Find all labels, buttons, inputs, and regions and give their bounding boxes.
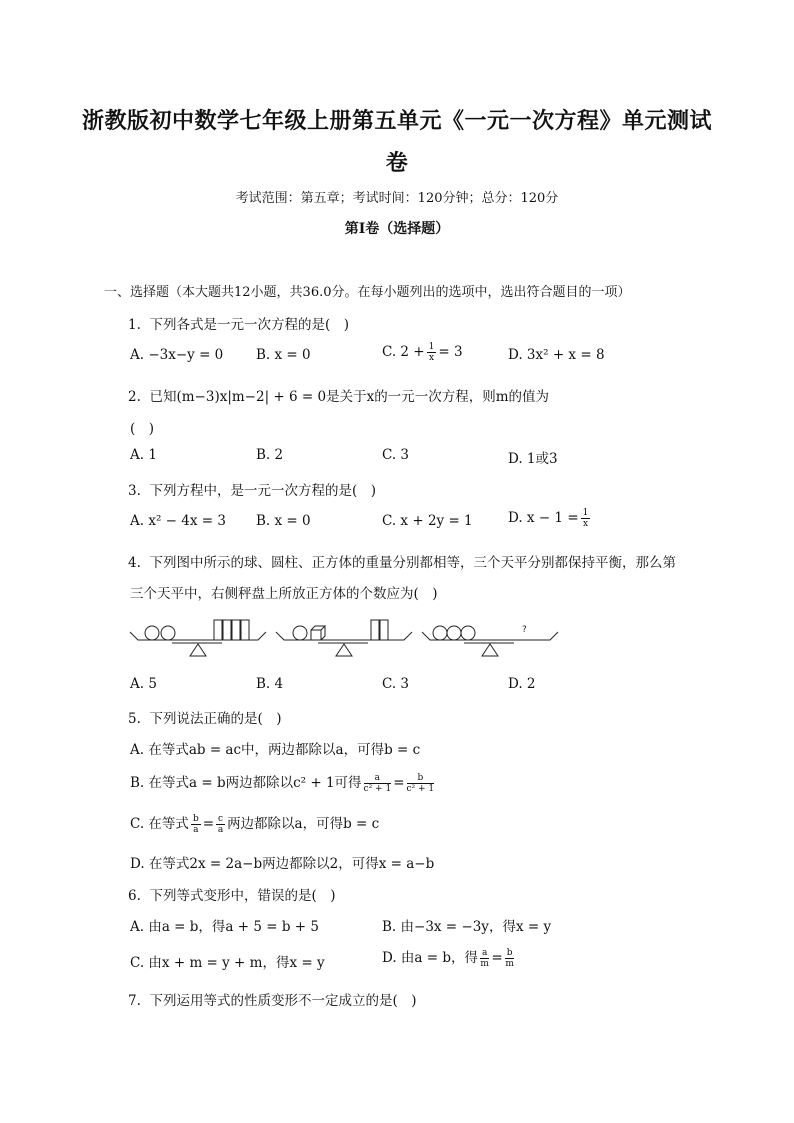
cylinder-icon bbox=[371, 620, 379, 640]
volume-heading: 第I卷（选择题） bbox=[344, 221, 450, 237]
unknown-count-mark: ? bbox=[522, 625, 527, 635]
question-6: 6. 下列等式变形中，错误的是( ) bbox=[128, 888, 336, 904]
cylinder-icon bbox=[241, 620, 249, 640]
q3-option-a: A. x² − 4x = 3 bbox=[130, 513, 226, 529]
q5-option-c: C. 在等式 $\frac{b}{a}$ = $\frac{c}{a}$ 两边都除以a，可得b = c bbox=[130, 814, 380, 835]
question-2-paren: ( ) bbox=[130, 421, 155, 437]
question-7: 7. 下列运用等式的性质变形不一定成立的是( ) bbox=[128, 993, 417, 1009]
q4-option-c: C. 3 bbox=[382, 676, 410, 692]
q6-option-d: D. 由a = b，得 $\frac{a}{m}$ = $\frac{b}{m}$ bbox=[382, 948, 514, 969]
ball-icon bbox=[461, 626, 475, 640]
cylinder-icon bbox=[223, 620, 231, 640]
scale-1-beam bbox=[130, 632, 266, 640]
q4-option-d: D. 2 bbox=[508, 676, 536, 692]
q3-option-d: D. x − 1 = $\frac{1}{x}$ bbox=[508, 508, 589, 529]
q4-option-b: B. 4 bbox=[256, 676, 284, 692]
question-4-line2: 三个天平中，右侧秤盘上所放正方体的个数应为( ) bbox=[130, 586, 438, 602]
q1-option-b: B. x = 0 bbox=[256, 347, 311, 363]
section-heading: 一、选择题（本大题共12小题，共36.0分。在每小题列出的选项中，选出符合题目的一项） bbox=[104, 285, 631, 300]
ball-icon bbox=[447, 626, 461, 640]
q5-option-d: D. 在等式2x = 2a−b两边都除以2，可得x = a−b bbox=[130, 856, 435, 872]
cylinder-icon bbox=[214, 620, 222, 640]
cube-icon bbox=[311, 630, 321, 640]
q1-option-c: C. 2 + $\frac{1}{x}$ = 3 bbox=[382, 342, 463, 363]
q5-option-b: B. 在等式a = b两边都除以c² + 1可得 $\frac{a}{\text{c² + 1}}$ = $\frac{b}{\text{c² + 1}}$ bbox=[130, 773, 435, 794]
scale-2-fulcrum bbox=[336, 644, 352, 656]
ball-icon bbox=[161, 626, 175, 640]
q6-option-b: B. 由−3x = −3y，得x = y bbox=[382, 919, 552, 935]
q1-option-a: A. −3x−y = 0 bbox=[130, 347, 224, 363]
q3-option-b: B. x = 0 bbox=[256, 513, 311, 529]
document-title: 浙教版初中数学七年级上册第五单元《一元一次方程》单元测试 bbox=[81, 108, 712, 134]
scale-1-fulcrum bbox=[190, 644, 206, 656]
q4-option-a: A. 5 bbox=[130, 676, 157, 692]
q1-option-d: D. 3x² + x = 8 bbox=[508, 347, 605, 363]
scale-3-fulcrum bbox=[482, 644, 498, 656]
q2-option-d: D. 1或3 bbox=[508, 451, 558, 467]
ball-icon bbox=[145, 626, 159, 640]
question-1: 1. 下列各式是一元一次方程的是( ) bbox=[128, 317, 350, 333]
question-3: 3. 下列方程中，是一元一次方程的是( ) bbox=[128, 483, 377, 499]
q2-option-b: B. 2 bbox=[256, 447, 284, 463]
question-5: 5. 下列说法正确的是( ) bbox=[128, 711, 282, 727]
question-4: 4. 下列图中所示的球、圆柱、正方体的重量分别都相等，三个天平分别都保持平衡，那么第 bbox=[128, 555, 676, 571]
scale-3-beam bbox=[422, 632, 558, 640]
ball-icon bbox=[293, 626, 307, 640]
cylinder-icon bbox=[232, 620, 240, 640]
exam-info: 考试范围：第五章；考试时间：120分钟；总分：120分 bbox=[235, 191, 559, 206]
q2-option-c: C. 3 bbox=[382, 447, 410, 463]
cylinder-icon bbox=[380, 620, 388, 640]
q5-option-a: A. 在等式ab = ac中，两边都除以a，可得b = c bbox=[130, 742, 421, 758]
question-2: 2. 已知(m−3)x|m−2| + 6 = 0是关于x的一元一次方程，则m的值为 bbox=[128, 389, 550, 405]
q6-option-a: A. 由a = b，得a + 5 = b + 5 bbox=[130, 919, 319, 935]
q2-option-a: A. 1 bbox=[130, 447, 157, 463]
q6-option-c: C. 由x + m = y + m，得x = y bbox=[130, 955, 325, 971]
ball-icon bbox=[433, 626, 447, 640]
q3-option-c: C. x + 2y = 1 bbox=[382, 513, 473, 529]
document-title-continued: 卷 bbox=[385, 150, 409, 176]
balance-figure bbox=[128, 612, 568, 662]
